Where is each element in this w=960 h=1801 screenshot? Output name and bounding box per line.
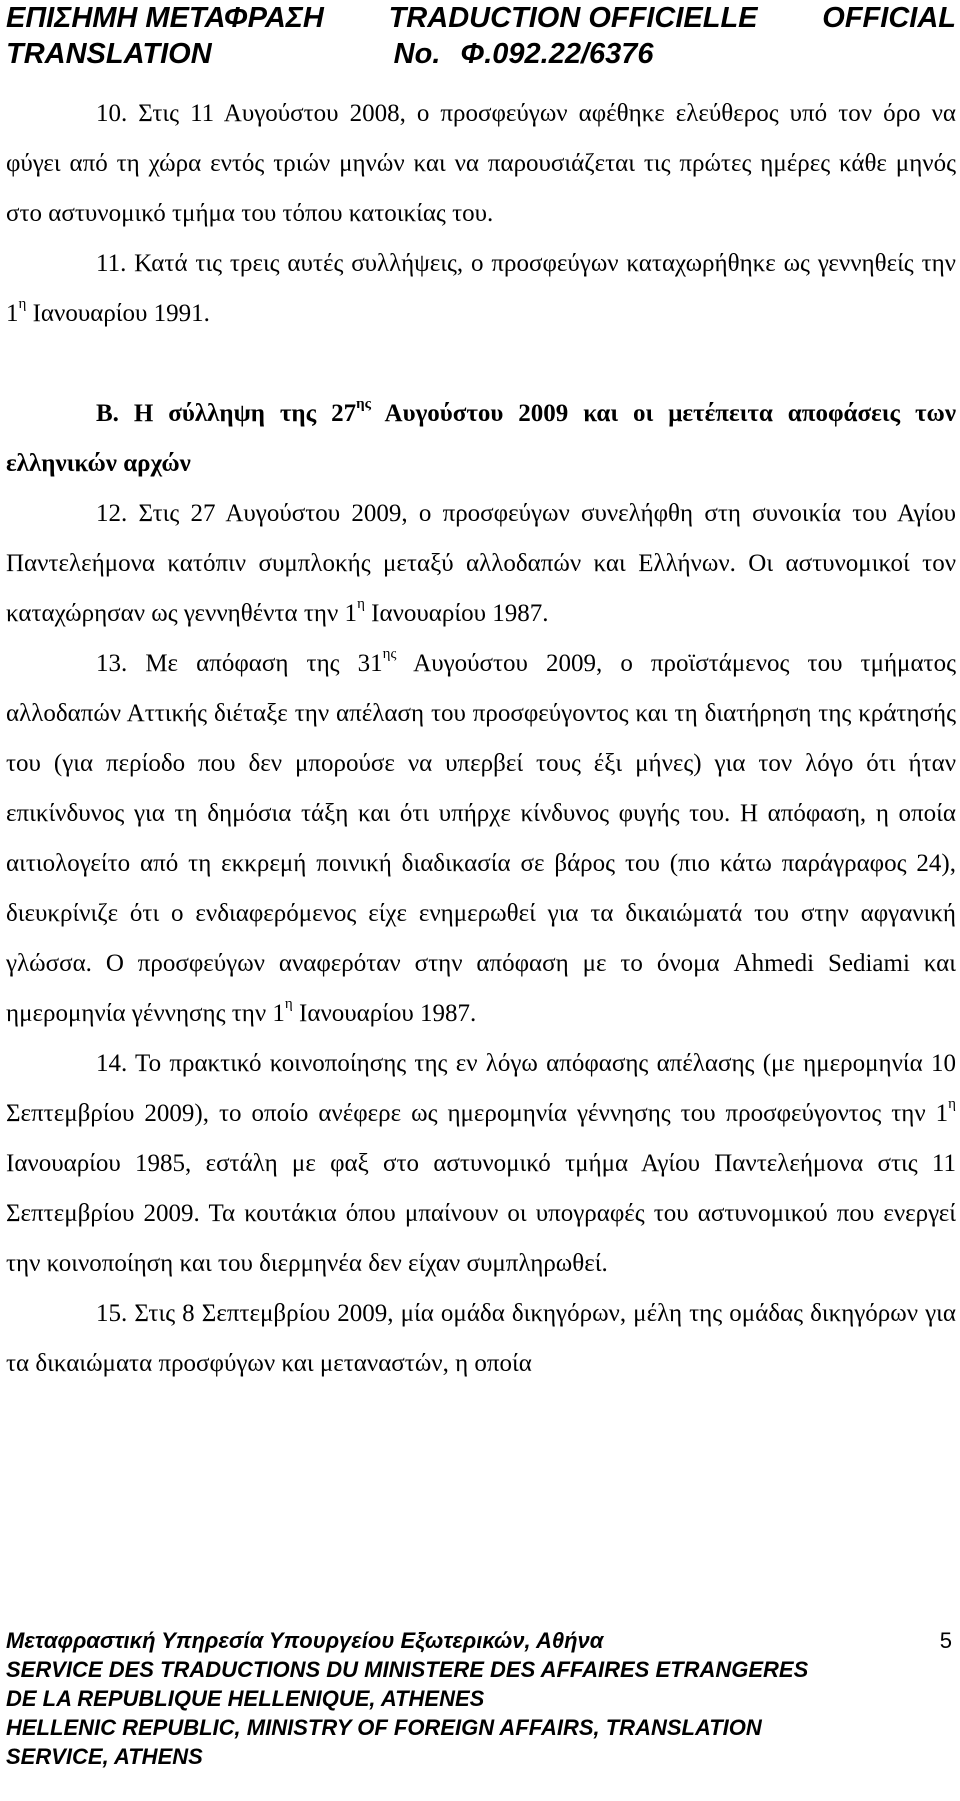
paragraph-10: 10. Στις 11 Αυγούστου 2008, ο προσφεύγων αφέθηκε ελεύθερος υπό τον όρο να φύγει από τη χώρα εντός τριών μηνών και να παρουσιάζεται τις πρώτες ημέρες κάθε μηνός στο αστυνομικό τμήμα του τόπου κατοικίας του. xyxy=(6,100,956,227)
paragraph-13-text-end: Ιανουαρίου 1987. xyxy=(292,1000,477,1027)
paragraph-13-superscript-1: ης xyxy=(382,646,397,662)
header-official-english: OFFICIAL xyxy=(822,2,956,34)
paragraph-13-text: 13. Με απόφαση της 31 xyxy=(96,650,383,677)
footer-service-english: HELLENIC REPUBLIC, MINISTRY OF FOREIGN AFFAIRS, TRANSLATION xyxy=(6,1715,762,1740)
paragraph-14-superscript: η xyxy=(948,1096,956,1112)
paragraph-12 xyxy=(6,489,956,639)
document-body xyxy=(6,89,956,1389)
paragraph-13-text-middle: Αυγούστου 2009, ο προϊστάμενος του τμήματος αλλοδαπών Αττικής διέταξε την απέλαση του προσφεύγοντος και τη διατήρηση της κράτησής του (για περίοδο που δεν μπορούσε να υπερβεί τους έξι μήνες) για τον λόγο ότι ήταν επικίνδυνος για τη δημόσια τάξη και ότι υπήρχε κίνδυνος φυγής του. Η απόφαση, η οποία αιτιολογείτο από τη εκκρεμή ποινική διαδικασία σε βάρος του (πιο κάτω παράγραφος 24), διευκρίνιζε ότι ο ενδιαφερόμενος είχε ενημερωθεί για τα δικαιώματά του στην αφγανική γλώσσα. Ο προσφεύγων αναφερόταν στην απόφαση με το όνομα Ahmedi Sediami και ημερομηνία γέννησης την 1 xyxy=(6,650,957,1027)
section-heading-b xyxy=(6,389,956,489)
page-number: 5 xyxy=(939,1628,952,1653)
paragraph-12-superscript: η xyxy=(357,596,365,612)
paragraph-11-text: 11. Κατά τις τρεις αυτές συλλήψεις, ο προσφεύγων καταχωρήθηκε ως γεννηθείς την 1 xyxy=(6,250,956,327)
paragraph-15: 15. Στις 8 Σεπτεμβρίου 2009, μία ομάδα δικηγόρων, μέλη της ομάδας δικηγόρων για τα δικαιώματα προσφύγων και μεταναστών, η οποία xyxy=(6,1300,956,1377)
header-official-translation-french: TRADUCTION OFFICIELLE xyxy=(388,2,758,34)
paragraph-13 xyxy=(6,639,956,1039)
document-number-label: No. xyxy=(393,38,441,70)
paragraph-13-superscript-2: η xyxy=(284,996,293,1012)
footer-service-greek: Μεταφραστική Υπηρεσία Υπουργείου Εξωτερικών, Αθήνα xyxy=(6,1628,604,1653)
header-translation-word: TRANSLATION xyxy=(6,38,212,70)
document-number xyxy=(394,36,654,72)
document-reference: Φ.092.22/6376 xyxy=(460,38,654,70)
footer-service-french: SERVICE DES TRADUCTIONS DU MINISTERE DES AFFAIRES ETRANGERES xyxy=(6,1657,809,1682)
header-line-1 xyxy=(6,0,956,36)
page-footer xyxy=(6,1626,956,1771)
header-line-2 xyxy=(6,36,956,72)
footer-line-1 xyxy=(6,1626,956,1655)
header-official-translation-greek: ΕΠΙΣΗΜΗ ΜΕΤΑΦΡΑΣΗ xyxy=(6,2,324,34)
section-heading-text: Β. Η σύλληψη της 27 xyxy=(96,400,357,427)
paragraph-12-text-end: Ιανουαρίου 1987. xyxy=(364,600,549,627)
footer-service-french-2: DE LA REPUBLIQUE HELLENIQUE, ATHENES xyxy=(6,1686,485,1711)
page-header xyxy=(6,0,956,72)
paragraph-11-superscript: η xyxy=(18,296,27,312)
paragraph-14 xyxy=(6,1039,956,1289)
paragraph-12-text: 12. Στις 27 Αυγούστου 2009, ο προσφεύγων συνελήφθη στη συνοικία του Αγίου Παντελεήμονα κατόπιν συμπλοκής μεταξύ αλλοδαπών και Ελλήνων. Οι αστυνομικοί τον καταχώρησαν ως γεννηθέντα την 1 xyxy=(6,500,956,627)
paragraph-14-text: 14. Το πρακτικό κοινοποίησης της εν λόγω απόφασης απέλασης (με ημερομηνία 10 Σεπτεμβρίου 2009), το οποίο ανέφερε ως ημερομηνία γέννησης του προσφεύγοντος την 1 xyxy=(6,1050,956,1127)
section-heading-text-end: Αυγούστου 2009 και οι μετέπειτα αποφάσεις των ελληνικών αρχών xyxy=(6,400,956,477)
paragraph-11 xyxy=(6,239,956,339)
paragraph-11-text-end: Ιανουαρίου 1991. xyxy=(26,300,210,327)
paragraph-14-text-end: Ιανουαρίου 1985, εστάλη με φαξ στο αστυνομικό τμήμα Αγίου Παντελεήμονα στις 11 Σεπτεμβρίου 2009. Τα κουτάκια όπου μπαίνουν οι υπογραφές του αστυνομικού που ενεργεί την κοινοποίηση και του διερμηνέα δεν είχαν συμπληρωθεί. xyxy=(6,1150,956,1277)
section-heading-superscript: ης xyxy=(356,396,371,412)
footer-service-english-2: SERVICE, ATHENS xyxy=(6,1744,203,1769)
